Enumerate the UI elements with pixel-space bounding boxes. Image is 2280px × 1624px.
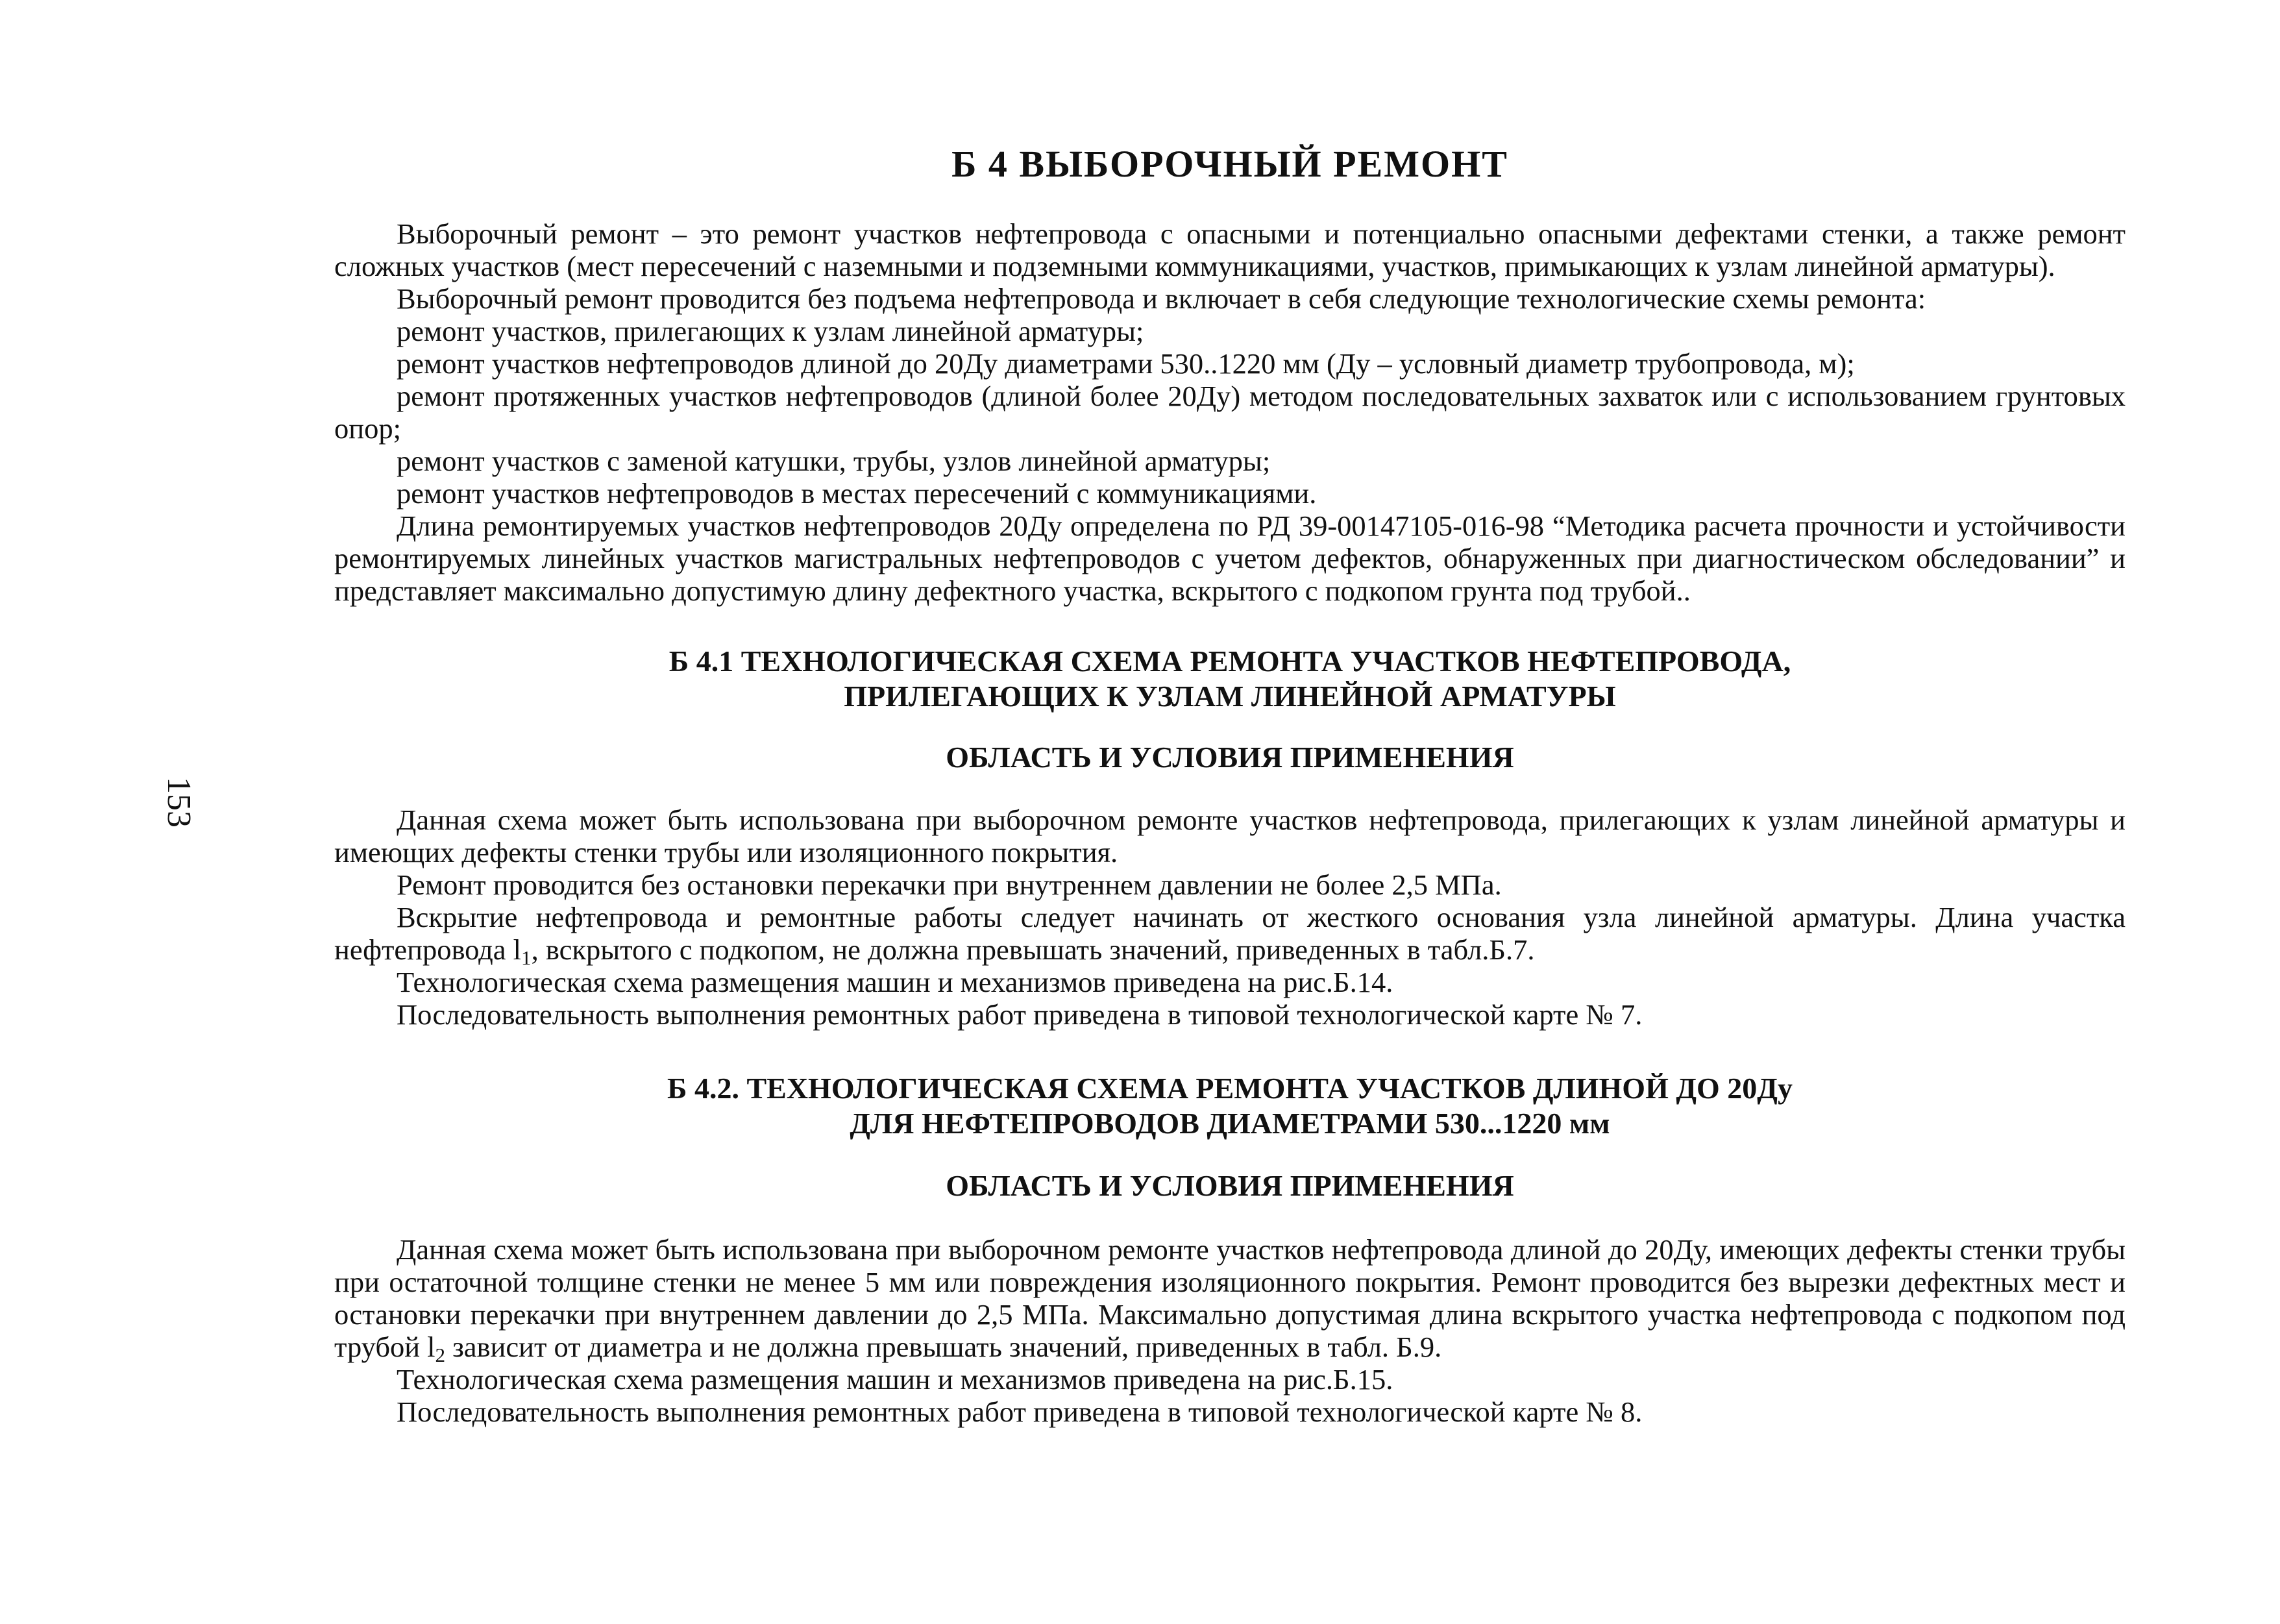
section-b42-subtitle: ОБЛАСТЬ И УСЛОВИЯ ПРИМЕНЕНИЯ [946, 1169, 1514, 1202]
subscript: 1 [521, 946, 532, 969]
text-run: , вскрытого с подкопом, не должна превышать значений, приведенных в табл.Б.7. [531, 933, 1535, 966]
list-item: ремонт участков нефтепроводов длиной до 20Ду диаметрами 530..1220 мм (Ду – условный диаметр трубопровода, м); [397, 347, 1855, 380]
paragraph: Выборочный ремонт проводится без подъема нефтепровода и включает в себя следующие технологические схемы ремонта: [397, 282, 1926, 315]
paragraph: Технологическая схема размещения машин и механизмов приведена на рис.Б.14. [397, 966, 1393, 998]
text-run: Вскрытие нефтепровода и ремонтные работы следует начинать от жесткого основания узла линейной арматуры. Длина участка нефтепровода l [334, 901, 2126, 966]
paragraph [334, 1233, 2126, 1366]
paragraph: Технологическая схема размещения машин и механизмов приведена на рис.Б.15. [397, 1363, 1393, 1396]
section-b41-title-line-2: ПРИЛЕГАЮЩИХ К УЗЛАМ ЛИНЕЙНОЙ АРМАТУРЫ [844, 680, 1616, 713]
paragraph: Длина ремонтируемых участков нефтепроводов 20Ду определена по РД 39-00147105-016-98 “Методика расчета прочности и устойчивости ремонтируемых линейных участков магистральных нефтепроводов с учетом дефектов, обнаруженных при диагностическом обследовании” и представляет максимально допустимую длину дефектного участка, вскрытого с подкопом грунта под трубой.. [334, 510, 2126, 607]
section-b41-title [334, 644, 2126, 714]
list-item: ремонт участков, прилегающих к узлам линейной арматуры; [397, 315, 1144, 347]
section-b4-title: Б 4 ВЫБОРОЧНЫЙ РЕМОНТ [951, 143, 1508, 185]
text-run: Данная схема может быть использована при выборочном ремонте участков нефтепровода длиной до 20Ду, имеющих дефекты стенки трубы при остаточной толщине стенки не менее 5 мм или повреждения изоляционного покрытия. Ремонт проводится без вырезки дефектных мест и остановки перекачки при внутреннем давлении до 2,5 МПа. Максимально допустимая длина вскрытого участка нефтепровода с подкопом под трубой l [334, 1233, 2126, 1363]
section-b42-title-line-1: Б 4.2. ТЕХНОЛОГИЧЕСКАЯ СХЕМА РЕМОНТА УЧАСТКОВ ДЛИНОЙ ДО 20Ду [667, 1072, 1793, 1105]
list-item: ремонт участков с заменой катушки, трубы, узлов линейной арматуры; [397, 445, 1271, 477]
section-b4-body [334, 217, 2126, 607]
text-run: зависит от диаметра и не должна превышать значений, приведенных в табл. Б.9. [445, 1331, 1442, 1363]
page-number: 153 [160, 777, 197, 828]
paragraph: Последовательность выполнения ремонтных работ приведена в типовой технологической карте № 8. [397, 1396, 1643, 1428]
paragraph: Ремонт проводится без остановки перекачки при внутреннем давлении не более 2,5 МПа. [397, 868, 1502, 901]
paragraph: Данная схема может быть использована при выборочном ремонте участков нефтепровода, прилегающих к узлам линейной арматуры и имеющих дефекты стенки трубы или изоляционного покрытия. [334, 804, 2126, 868]
section-b41-title-line-1: Б 4.1 ТЕХНОЛОГИЧЕСКАЯ СХЕМА РЕМОНТА УЧАСТКОВ НЕФТЕПРОВОДА, [668, 645, 1791, 678]
section-b42-title [334, 1071, 2126, 1141]
paragraph: Выборочный ремонт – это ремонт участков нефтепровода с опасными и потенциально опасными дефектами стенки, а также ремонт сложных участков (мест пересечений с наземными и подземными коммуникациями, участков, примыкающих к узлам линейной арматуры). [334, 217, 2126, 282]
paragraph [334, 901, 2126, 969]
section-b42-title-line-2: ДЛЯ НЕФТЕПРОВОДОВ ДИАМЕТРАМИ 530...1220 мм [850, 1107, 1610, 1140]
paragraph: Последовательность выполнения ремонтных работ приведена в типовой технологической карте № 7. [397, 998, 1643, 1031]
section-b41-subtitle: ОБЛАСТЬ И УСЛОВИЯ ПРИМЕНЕНИЯ [946, 741, 1514, 774]
list-item: ремонт участков нефтепроводов в местах пересечений с коммуникациями. [397, 477, 1317, 510]
section-b42-body [334, 1233, 2126, 1428]
list-item: ремонт протяженных участков нефтепроводов (длиной более 20Ду) методом последовательных захваток или с использованием грунтовых опор; [334, 380, 2126, 445]
subscript: 2 [435, 1343, 446, 1366]
section-b41-body [334, 804, 2126, 1031]
